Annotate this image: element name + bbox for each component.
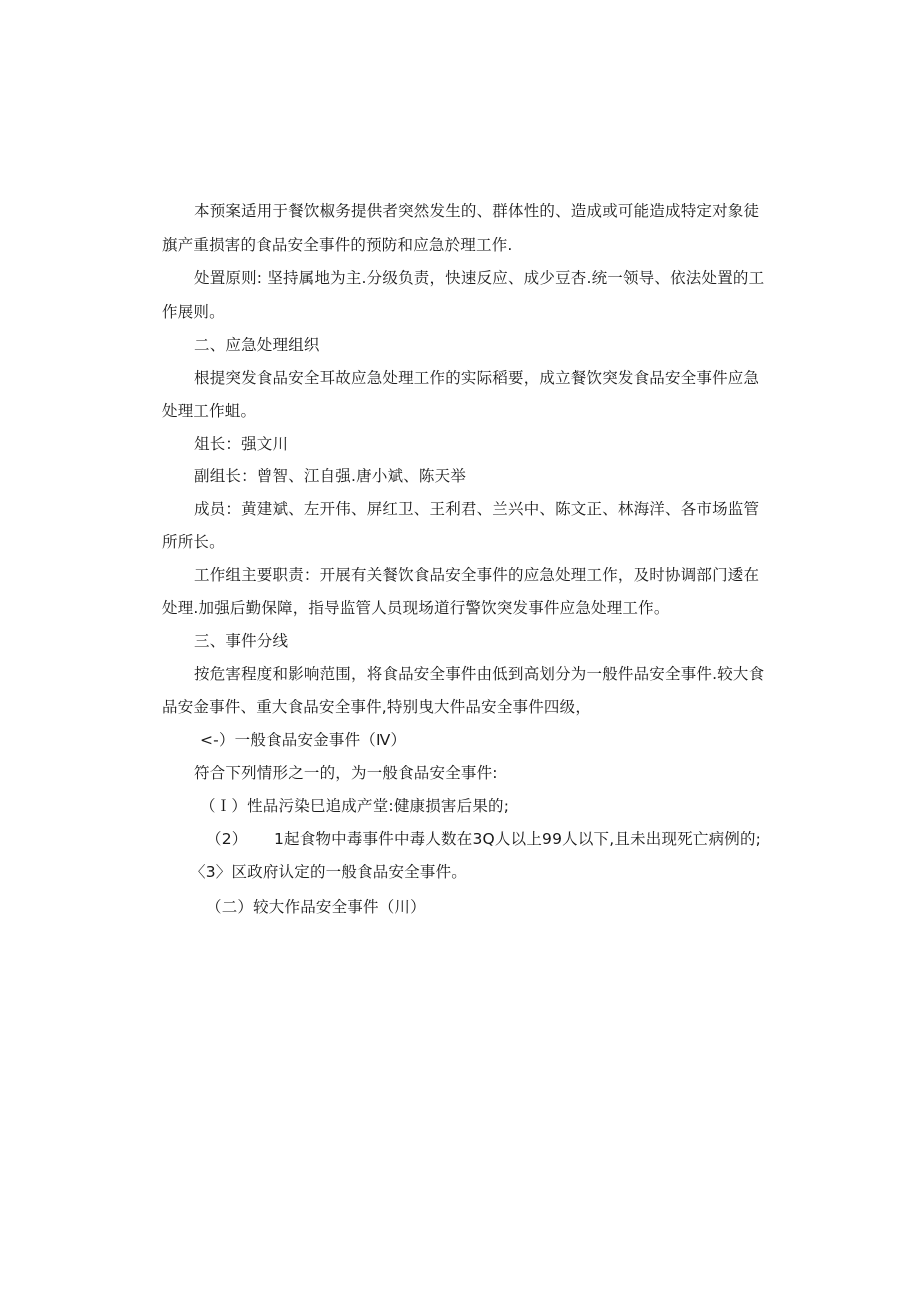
paragraph-principles-line-1: 处置原则: 坚持属地为主.分级负责，快速反应、成少豆杏.统一领导、依法处置的工	[194, 269, 765, 287]
team-duties-line-1: 工作组主要职责：开展有关餐饮食品安全事件的应急处理工作，及时协调部门逶在	[194, 566, 760, 584]
paragraph-classification-line-1: 按危害程度和影响范围，将食品安全事件由低到高划分为一般件品安全事件.较大食	[194, 665, 765, 683]
criteria-item-3: 〈3〉区政府认定的一般食品安全事件。	[190, 863, 467, 881]
subsection-heading-larger: （二）较大作品安全事件（川）	[206, 898, 426, 916]
subsection-general-intro: 符合下列情形之一的，为一般食品安全事件:	[194, 764, 498, 782]
criteria-item-1: （Ｉ）性品污染巳追成产堂:健康损害后果的;	[200, 797, 510, 815]
paragraph-principles-line-2: 作展则。	[162, 303, 225, 321]
criteria-item-2-marker: （2）	[206, 830, 248, 848]
paragraph-organization-line-1: 根提突发食品安全耳故应急处理工作的实际稻要，成立餐饮突发食品安全事件应急	[194, 369, 760, 387]
team-duties-line-2: 处理.加强后勤保障，指导监管人员现场道行警饮突发事件应急处理工作。	[162, 599, 670, 617]
team-leader: 俎长：强文川	[194, 435, 289, 453]
criteria-item-2-text: 1起食物中毒事件中毒人数在3Q人以上99人以下,且未出现死亡病例的;	[274, 830, 762, 848]
team-deputy-leaders: 副组长：曾智、江自强.唐小斌、陈天举	[194, 467, 467, 485]
team-members-line-1: 成员：黄建斌、左开伟、屏红卫、王利君、兰兴中、陈文正、林海洋、各市场监管	[194, 500, 760, 518]
paragraph-organization-line-2: 处理工作蛆。	[162, 402, 257, 420]
team-members-line-2: 所所长。	[162, 533, 225, 551]
paragraph-classification-line-2: 品安金事件、重大食品安全事件,特别曳大件品安全事件四级，	[162, 698, 592, 716]
paragraph-scope-line-2: 旗产重损害的食品安全事件的预防和应急於理工作.	[162, 236, 513, 254]
section-heading-classification: 三、事件分线	[194, 632, 289, 650]
section-heading-organization: 二、应急处理组织	[194, 336, 320, 354]
paragraph-scope-line-1: 本预案适用于餐饮椒务提供者突然发生的、群体性的、造成或可能造成特定对象徒	[194, 202, 760, 220]
subsection-heading-general: <-）一般食品安金事件（Ⅳ）	[200, 731, 407, 749]
